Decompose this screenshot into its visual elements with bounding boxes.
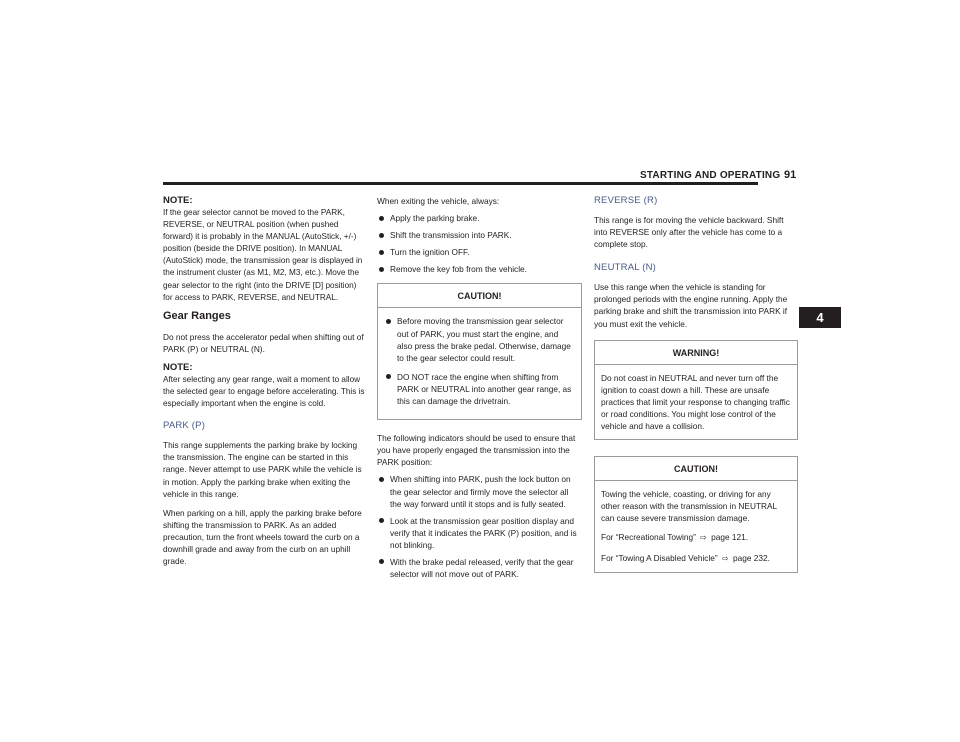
list-item: Apply the parking brake. xyxy=(377,212,582,224)
caution-title: CAUTION! xyxy=(378,284,581,308)
list-item: Before moving the transmission gear selector out of PARK, you must start the engine, and also press the brake pedal. Otherwise, damage to the gear selector could result. xyxy=(384,315,575,363)
neutral-heading: NEUTRAL (N) xyxy=(594,262,657,274)
caution-text: Towing the vehicle, coasting, or driving for any other reason with the transmission in NEUTRAL can cause severe transmission damage. xyxy=(601,489,777,524)
column-1 xyxy=(163,195,368,574)
page-reference-icon: ⇨ xyxy=(722,553,729,563)
cross-reference xyxy=(601,552,791,565)
caution-list xyxy=(384,315,575,407)
exit-list xyxy=(377,212,582,275)
reference-page-link[interactable]: page 232. xyxy=(733,552,770,563)
header-title: STARTING AND OPERATING xyxy=(640,170,781,181)
park-paragraph: When parking on a hill, apply the parking brake before shifting the transmission to PARK. As an added precaution, turn the front wheels toward the curb on a downhill grade and away from the curb on an uphill grade. xyxy=(163,507,362,567)
note-text: After selecting any gear range, wait a moment to allow the selected gear to engage before accelerating. This is especially important when the engine is cold. xyxy=(163,374,365,409)
reference-label: For “Towing A Disabled Vehicle” xyxy=(601,552,718,563)
note-label: NOTE: xyxy=(163,195,193,206)
note-text: If the gear selector cannot be moved to the PARK, REVERSE, or NEUTRAL position (when pushed forward) it is probably in the MANUAL (AutoStick, +/-) position (beside the DRIVE position). In MANUAL (AutoStick) mode, the transmission gear is displayed in the instrument cluster (as M1, M2, M3, etc.). Move the gear selector to the right (into the DRIVE [D] position) for access to PARK, REVERSE, and NEUTRAL. xyxy=(163,208,363,302)
warning-title: WARNING! xyxy=(595,341,797,365)
chapter-tab[interactable]: 4 xyxy=(799,307,841,328)
warning-box xyxy=(594,340,798,440)
indicators-intro: The following indicators should be used to ensure that you have properly engaged the transmission into the PARK position: xyxy=(377,433,576,468)
reverse-heading: REVERSE (R) xyxy=(594,195,658,206)
park-heading: PARK (P) xyxy=(163,420,206,432)
column-2 xyxy=(377,195,582,588)
caution-title: CAUTION! xyxy=(595,457,797,481)
gear-ranges-text: Do not press the accelerator pedal when shifting out of PARK (P) or NEUTRAL (N). xyxy=(163,331,364,354)
list-item: Remove the key fob from the vehicle. xyxy=(377,263,582,275)
header-rule xyxy=(163,182,758,185)
reference-label: For “Recreational Towing” xyxy=(601,532,696,543)
caution-box xyxy=(377,283,582,420)
park-paragraph: This range supplements the parking brake by locking the transmission. The engine can be started in this range. Never attempt to use PARK while the vehicle is in motion. Apply the parking brake when exiting the vehicle in this range. xyxy=(163,440,362,499)
list-item: With the brake pedal released, verify that the gear selector will not move out of PARK. xyxy=(377,556,582,580)
reference-page-link[interactable]: page 121. xyxy=(711,532,749,543)
warning-text: Do not coast in NEUTRAL and never turn off the ignition to coast down a hill. These are unsafe practices that limit your response to changing traffic or road conditions. You might lose control of the vehicle and have a collision. xyxy=(601,372,790,432)
gear-ranges-heading: Gear Ranges xyxy=(163,309,231,322)
note-label: NOTE: xyxy=(163,361,193,373)
list-item: Turn the ignition OFF. xyxy=(377,246,582,258)
reverse-text: This range is for moving the vehicle backward. Shift into REVERSE only after the vehicle has come to a complete stop. xyxy=(594,215,784,250)
caution-box xyxy=(594,456,798,572)
list-item: When shifting into PARK, push the lock button on the gear selector and firmly move the selector all the way forward until it stops and is fully seated. xyxy=(377,473,582,509)
column-3 xyxy=(594,195,798,583)
list-item: DO NOT race the engine when shifting from PARK or NEUTRAL into another gear range, as this can damage the drivetrain. xyxy=(384,371,575,407)
page-number: 91 xyxy=(784,169,797,181)
page-reference-icon: ⇨ xyxy=(700,533,707,543)
cross-reference xyxy=(601,531,791,544)
list-item: Shift the transmission into PARK. xyxy=(377,229,582,241)
exit-intro: When exiting the vehicle, always: xyxy=(377,196,500,206)
neutral-text: Use this range when the vehicle is standing for prolonged periods with the engine running. Apply the parking brake and shift the transmission into PARK if you must exit the vehicle. xyxy=(594,282,788,329)
indicator-list xyxy=(377,473,582,580)
list-item: Look at the transmission gear position display and verify that it indicates the PARK (P) position, and is not blinking. xyxy=(377,515,582,551)
